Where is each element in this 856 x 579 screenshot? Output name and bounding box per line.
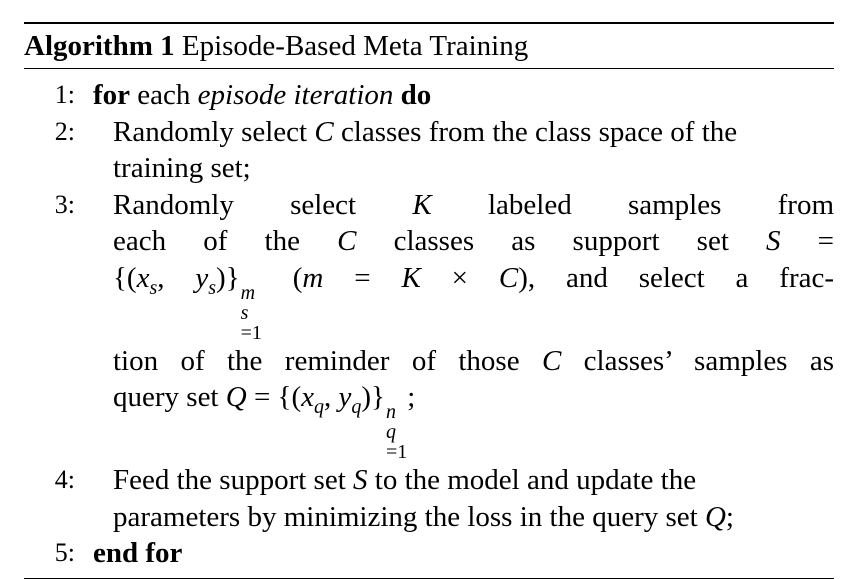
line-row: {($x_s$, $y_s$)} m s =1 (m = K × C), and select a frac- — [113, 261, 835, 344]
line-number: 3: — [54, 189, 75, 219]
line-row: parameters by minimizing the loss in the query set Q; — [113, 500, 734, 533]
line-row: each of the C classes as support set S = — [113, 225, 835, 257]
algorithm-line-2 — [24, 114, 834, 187]
line-number: 2: — [54, 116, 75, 146]
algorithm-line-1 — [24, 77, 834, 114]
line-row: tion of the reminder of those C classes’ samples as — [113, 344, 834, 377]
line-content — [113, 114, 834, 187]
algorithm-line-4 — [24, 462, 834, 535]
algorithm-caption — [24, 24, 834, 68]
algorithm-body — [24, 69, 834, 578]
algorithm-title: Episode-Based Meta Training — [181, 30, 529, 62]
line-content — [113, 462, 834, 535]
keyword-for: for — [93, 79, 131, 111]
line-row: Randomly select C classes from the class space of the — [113, 115, 738, 148]
bottom-rule — [24, 578, 834, 579]
algorithm-line-3 — [24, 187, 834, 463]
line-row: Feed the support set S to the model and update the — [113, 464, 697, 496]
keyword-do: do — [400, 79, 432, 111]
line-row: Randomly select K labeled samples from — [113, 188, 835, 221]
algorithm-block — [24, 22, 834, 579]
line-number: 4: — [54, 465, 75, 494]
line-row: training set; — [113, 152, 251, 184]
algorithm-label: Algorithm 1 — [24, 30, 175, 62]
line-number: 5: — [54, 538, 75, 567]
line-italic-text: episode iteration — [197, 79, 394, 111]
line-content — [113, 187, 834, 463]
line-number: 1: — [54, 80, 75, 109]
line-row: query set $Q = \{(x_q$, $y_q$)} n q =1 ; — [113, 381, 416, 463]
algorithm-line-5 — [24, 535, 834, 572]
keyword-end-for: end for — [93, 537, 183, 569]
line-text: each — [137, 79, 191, 111]
